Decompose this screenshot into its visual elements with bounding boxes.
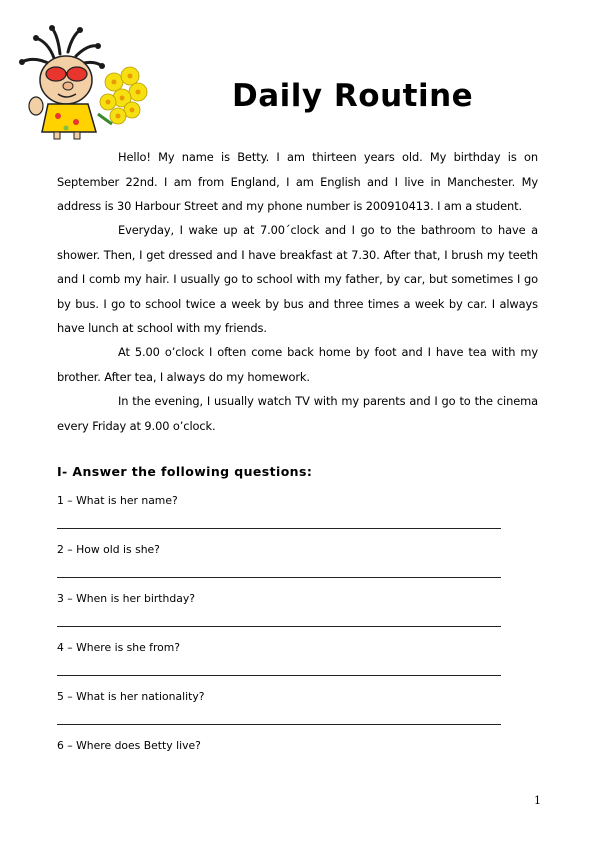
question-3: 3 – When is her birthday? xyxy=(57,592,195,605)
story-paragraph-text: At 5.00 o’clock I often come back home by foot and I have tea with my brother. After tea, I always do my homework. xyxy=(57,345,538,384)
question-5: 5 – What is her nationality? xyxy=(57,690,205,703)
story-paragraph xyxy=(57,389,538,438)
story-paragraph xyxy=(57,145,538,219)
page-number: 1 xyxy=(534,794,541,807)
cartoon-girl-with-flowers-icon xyxy=(14,24,150,140)
story-paragraph xyxy=(57,218,538,341)
story-paragraph-text: Everyday, I wake up at 7.00´clock and I go to the bathroom to have a shower. Then, I get dressed and I have breakfast at 7.30. After that, I brush my teeth and I comb my hair. I usually go to school with my father, by car, but sometimes I go by bus. I go to school twice a week by bus and three times a week by car. I always have lunch at school with my friends. xyxy=(57,223,538,335)
question-6: 6 – Where does Betty live? xyxy=(57,739,201,752)
answer-line-1[interactable] xyxy=(57,528,501,529)
question-4: 4 – Where is she from? xyxy=(57,641,181,654)
story-paragraph xyxy=(57,340,538,389)
answer-line-3[interactable] xyxy=(57,626,501,627)
story-paragraph-text: In the evening, I usually watch TV with my parents and I go to the cinema every Friday at 9.00 o’clock. xyxy=(57,394,538,433)
question-1: 1 – What is her name? xyxy=(57,494,178,507)
answer-line-5[interactable] xyxy=(57,724,501,725)
answer-line-4[interactable] xyxy=(57,675,501,676)
story-paragraph-text: Hello! My name is Betty. I am thirteen years old. My birthday is on September 22nd. I am from England, I am English and I live in Manchester. My address is 30 Harbour Street and my phone number is 200910413. I am a student. xyxy=(57,150,538,213)
answer-line-2[interactable] xyxy=(57,577,501,578)
questions-heading: I- Answer the following questions: xyxy=(57,464,313,479)
question-2: 2 – How old is she? xyxy=(57,543,160,556)
page-title: Daily Routine xyxy=(232,78,474,114)
